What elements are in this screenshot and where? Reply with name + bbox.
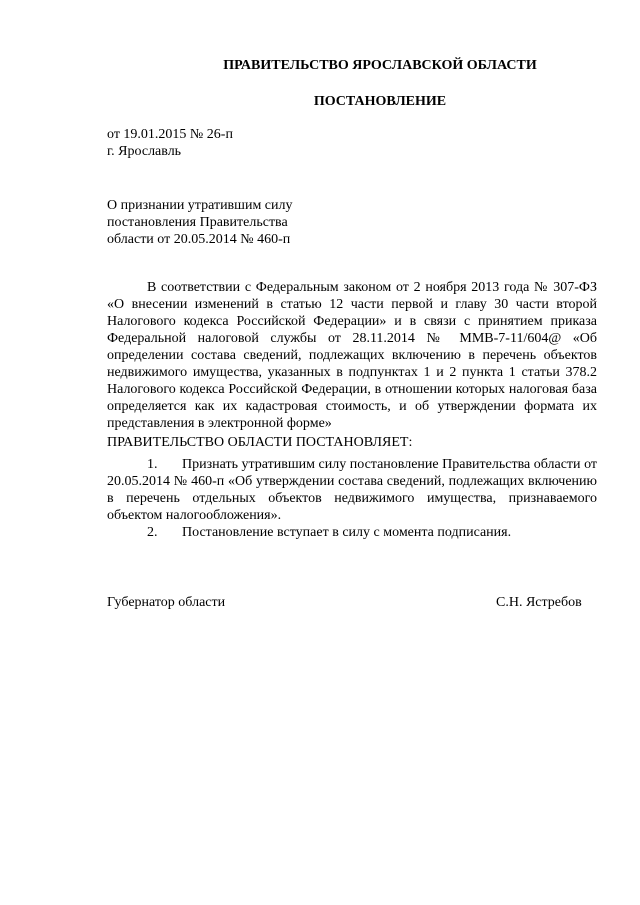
item-text: Признать утратившим силу постановление Правительства области от 20.05.2014 № 460-п «Об утверждении состава сведений, подлежащих включению в перечень отдельных объектов недвижимого имущества, признаваемого объектом налогообложения». bbox=[107, 457, 597, 523]
document-type: ПОСТАНОВЛЕНИЕ bbox=[313, 94, 447, 109]
signatory-name: С.Н. Ястребов bbox=[496, 595, 582, 610]
subject-line-3: области от 20.05.2014 № 460-п bbox=[107, 232, 291, 247]
item-number: 1. bbox=[147, 457, 158, 472]
resolves-line: ПРАВИТЕЛЬСТВО ОБЛАСТИ ПОСТАНОВЛЯЕТ: bbox=[107, 435, 413, 450]
item-text: Постановление вступает в силу с момента подписания. bbox=[182, 525, 512, 540]
document-subject bbox=[107, 197, 597, 248]
document-meta bbox=[107, 126, 597, 160]
subject-line-1: О признании утратившим силу bbox=[107, 198, 293, 213]
preamble-paragraph: В соответствии с Федеральным законом от 2 ноября 2013 года № 307-ФЗ «О внесении изменений в статью 12 части первой и главу 30 части второй Налогового кодекса Российской Федерации» и в связи с принятием приказа Федеральной налоговой службы от 28.11.2014 № ММВ-7-11/604@ «Об определении состава сведений, подлежащих включению в перечень объектов недвижимого имущества, указанных в подпунктах 1 и 2 пункта 1 статьи 378.2 Налогового кодекса Российской Федерации, в отношении которых налоговая база определяется как их кадастровая стоимость, и об утверждении формата их представления в электронной форме» bbox=[107, 280, 597, 431]
item-number: 2. bbox=[147, 525, 158, 540]
resolution-item bbox=[107, 456, 597, 524]
organization-title: ПРАВИТЕЛЬСТВО ЯРОСЛАВСКОЙ ОБЛАСТИ bbox=[223, 58, 537, 73]
date-number: от 19.01.2015 № 26-п bbox=[107, 127, 233, 142]
resolution-item bbox=[107, 524, 597, 541]
city: г. Ярославль bbox=[107, 144, 182, 159]
signatory-position: Губернатор области bbox=[107, 595, 226, 610]
subject-line-2: постановления Правительства bbox=[107, 215, 288, 230]
